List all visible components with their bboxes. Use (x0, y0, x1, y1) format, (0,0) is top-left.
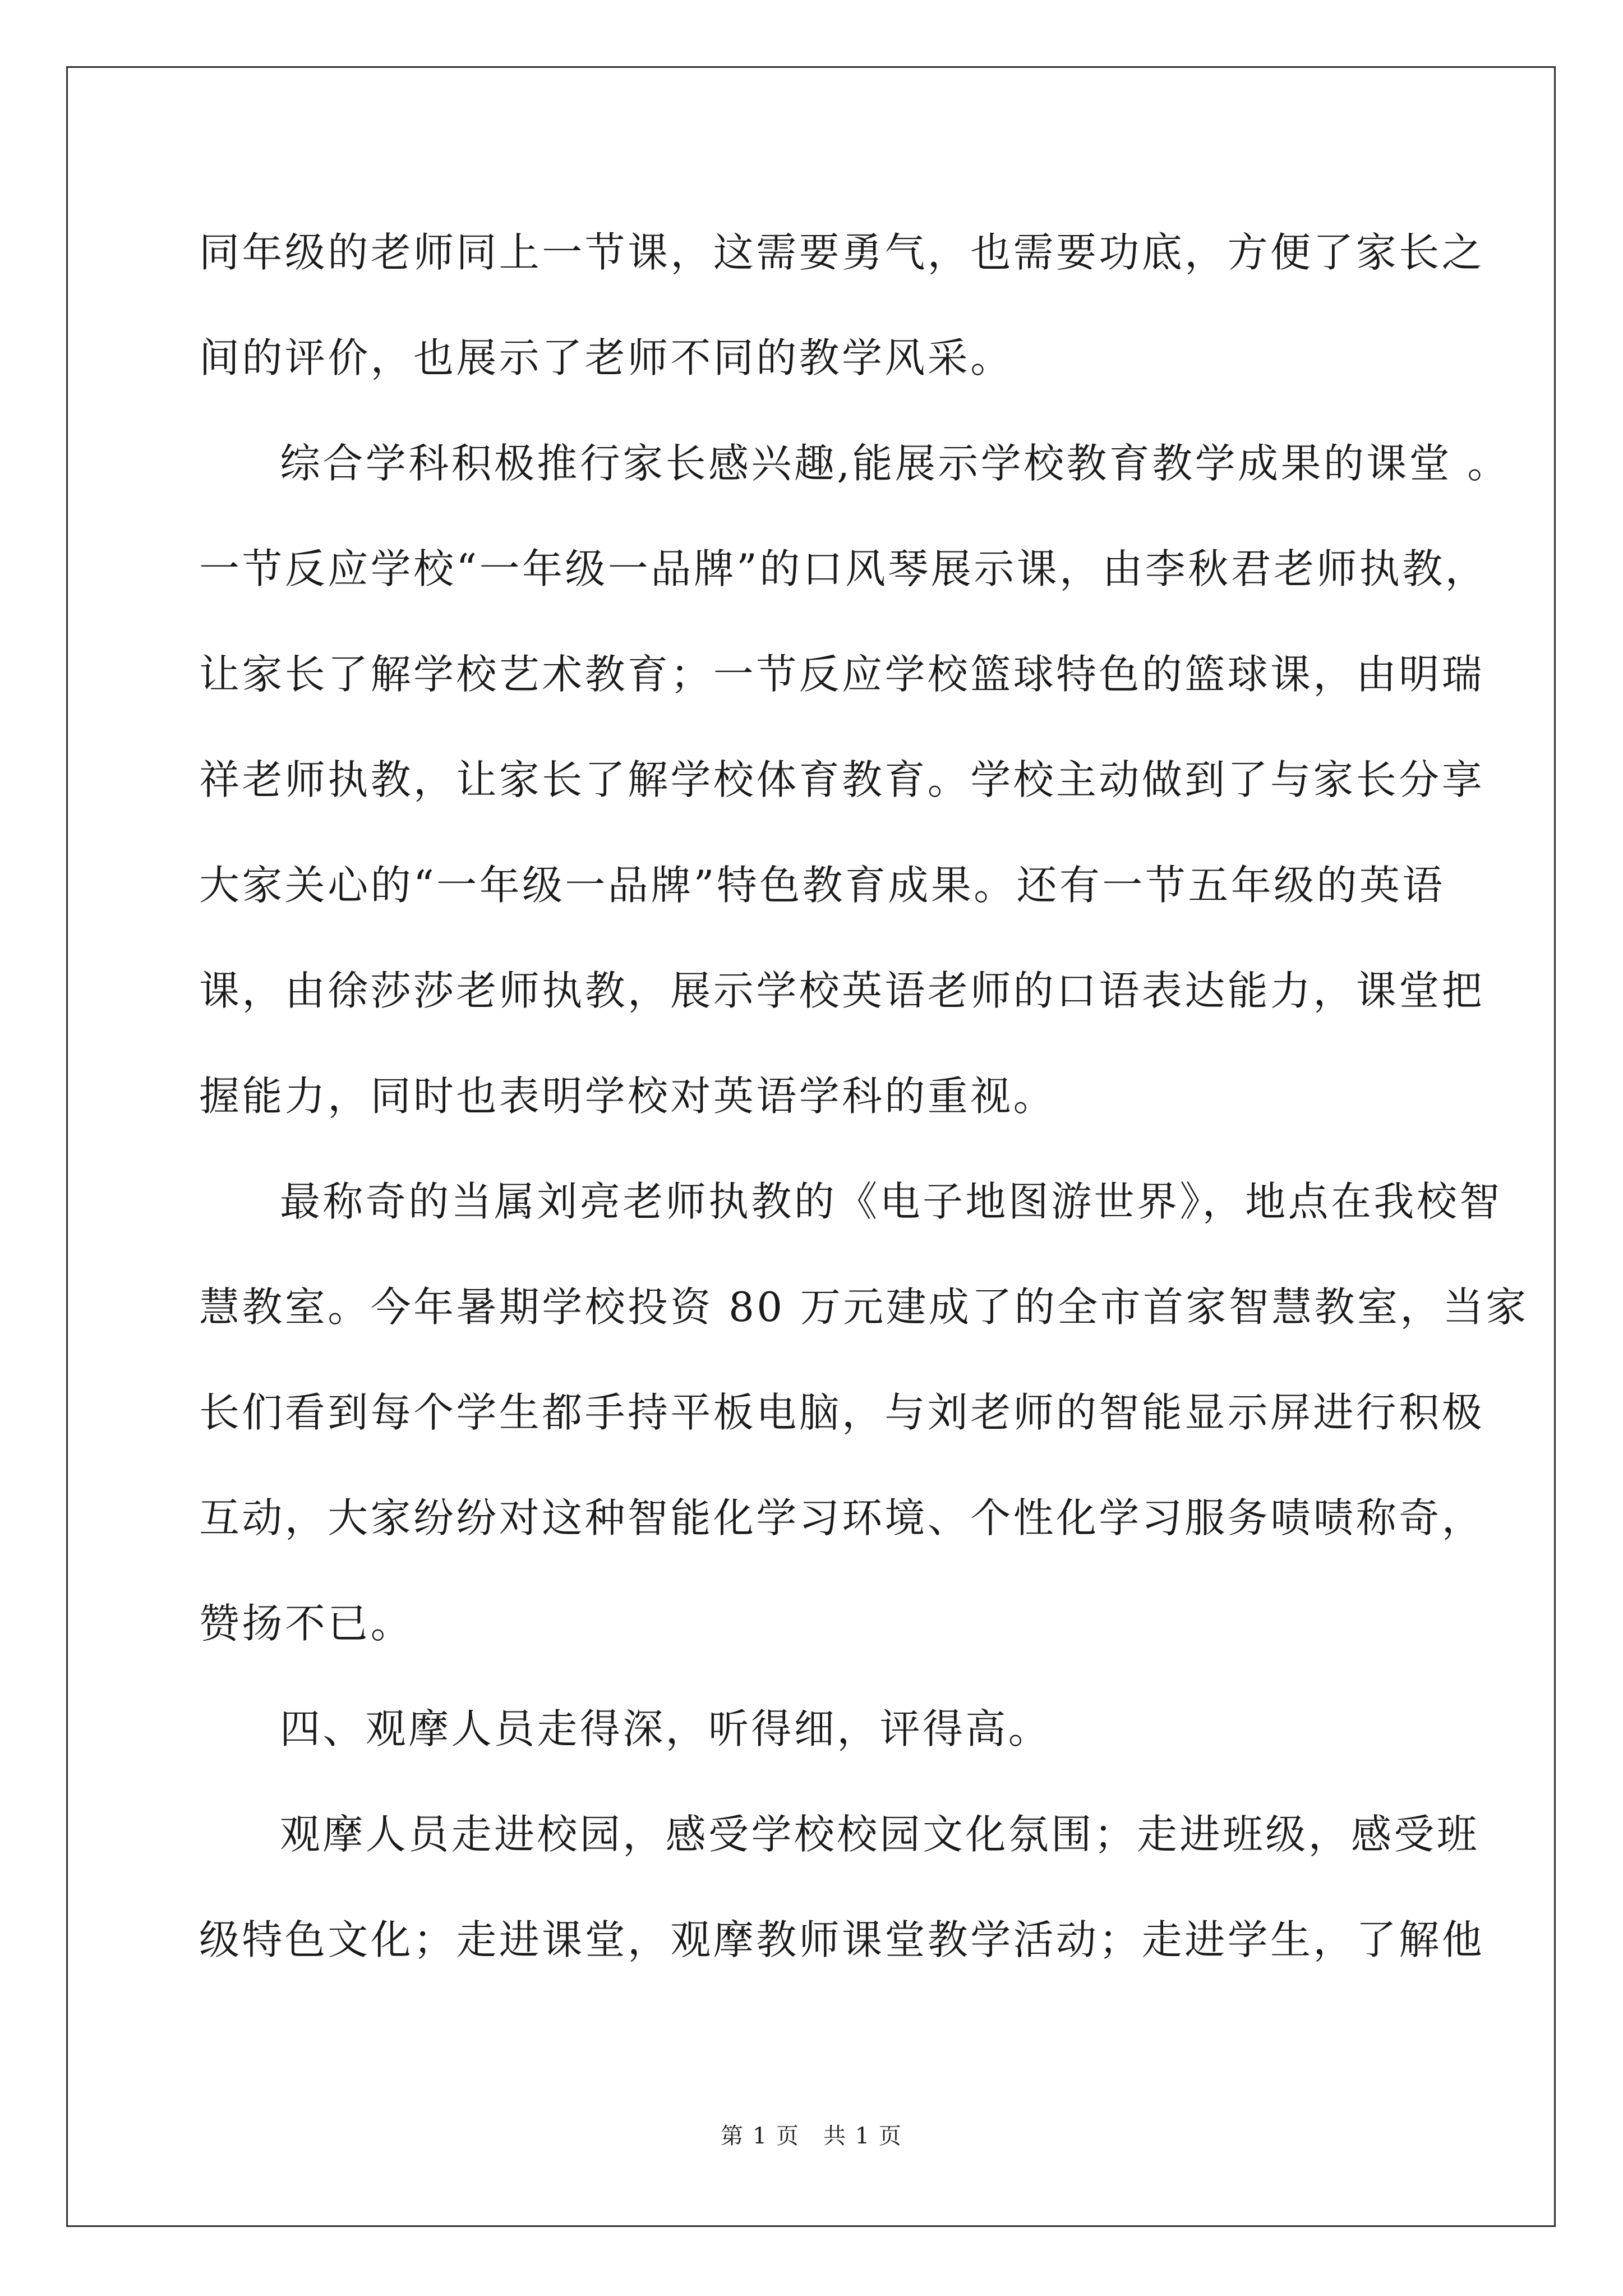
paragraph-line: 慧教室。今年暑期学校投资 80 万元建成了的全市首家智慧教室，当家 (199, 1283, 1529, 1331)
paragraph-line: 大家关心的“一年级一品牌”特色教育成果。还有一节五年级的英语 (199, 862, 1445, 909)
paragraph-line: 让家长了解学校艺术教育；一节反应学校篮球特色的篮球课，由明瑞 (199, 651, 1485, 698)
paragraph-line: 赞扬不已。 (199, 1600, 414, 1647)
paragraph-line: 间的评价，也展示了老师不同的教学风采。 (199, 334, 1013, 381)
paragraph-line: 互动，大家纷纷对这种智能化学习环境、个性化学习服务啧啧称奇， (199, 1494, 1485, 1542)
paragraph-line: 最称奇的当属刘亮老师执教的《电子地图游世界》，地点在我校智 (280, 1178, 1502, 1225)
page-border (66, 66, 1556, 2227)
paragraph-line: 观摩人员走进校园，感受学校校园文化氛围；走进班级，感受班 (280, 1811, 1480, 1858)
paragraph-line: 长们看到每个学生都手持平板电脑，与刘老师的智能显示屏进行积极 (199, 1389, 1485, 1436)
page-number-footer: 第 1 页 共 1 页 (721, 2123, 902, 2149)
paragraph-line: 握能力，同时也表明学校对英语学科的重视。 (199, 1073, 1057, 1120)
paragraph-line: 一节反应学校“一年级一品牌”的口风琴展示课，由李秋君老师执教， (199, 545, 1488, 592)
paragraph-line: 级特色文化；走进课堂，观摩教师课堂教学活动；走进学生，了解他 (199, 1916, 1485, 1963)
paragraph-line: 祥老师执教，让家长了解学校体育教育。学校主动做到了与家长分享 (199, 756, 1485, 803)
paragraph-line: 同年级的老师同上一节课，这需要勇气，也需要功底，方便了家长之 (199, 229, 1485, 276)
section-heading: 四、观摩人员走得深，听得细，评得高。 (280, 1705, 1052, 1752)
paragraph-line: 课，由徐莎莎老师执教，展示学校英语老师的口语表达能力，课堂把 (199, 967, 1485, 1014)
paragraph-line: 综合学科积极推行家长感兴趣,能展示学校教育教学成果的课堂 。 (280, 440, 1510, 487)
